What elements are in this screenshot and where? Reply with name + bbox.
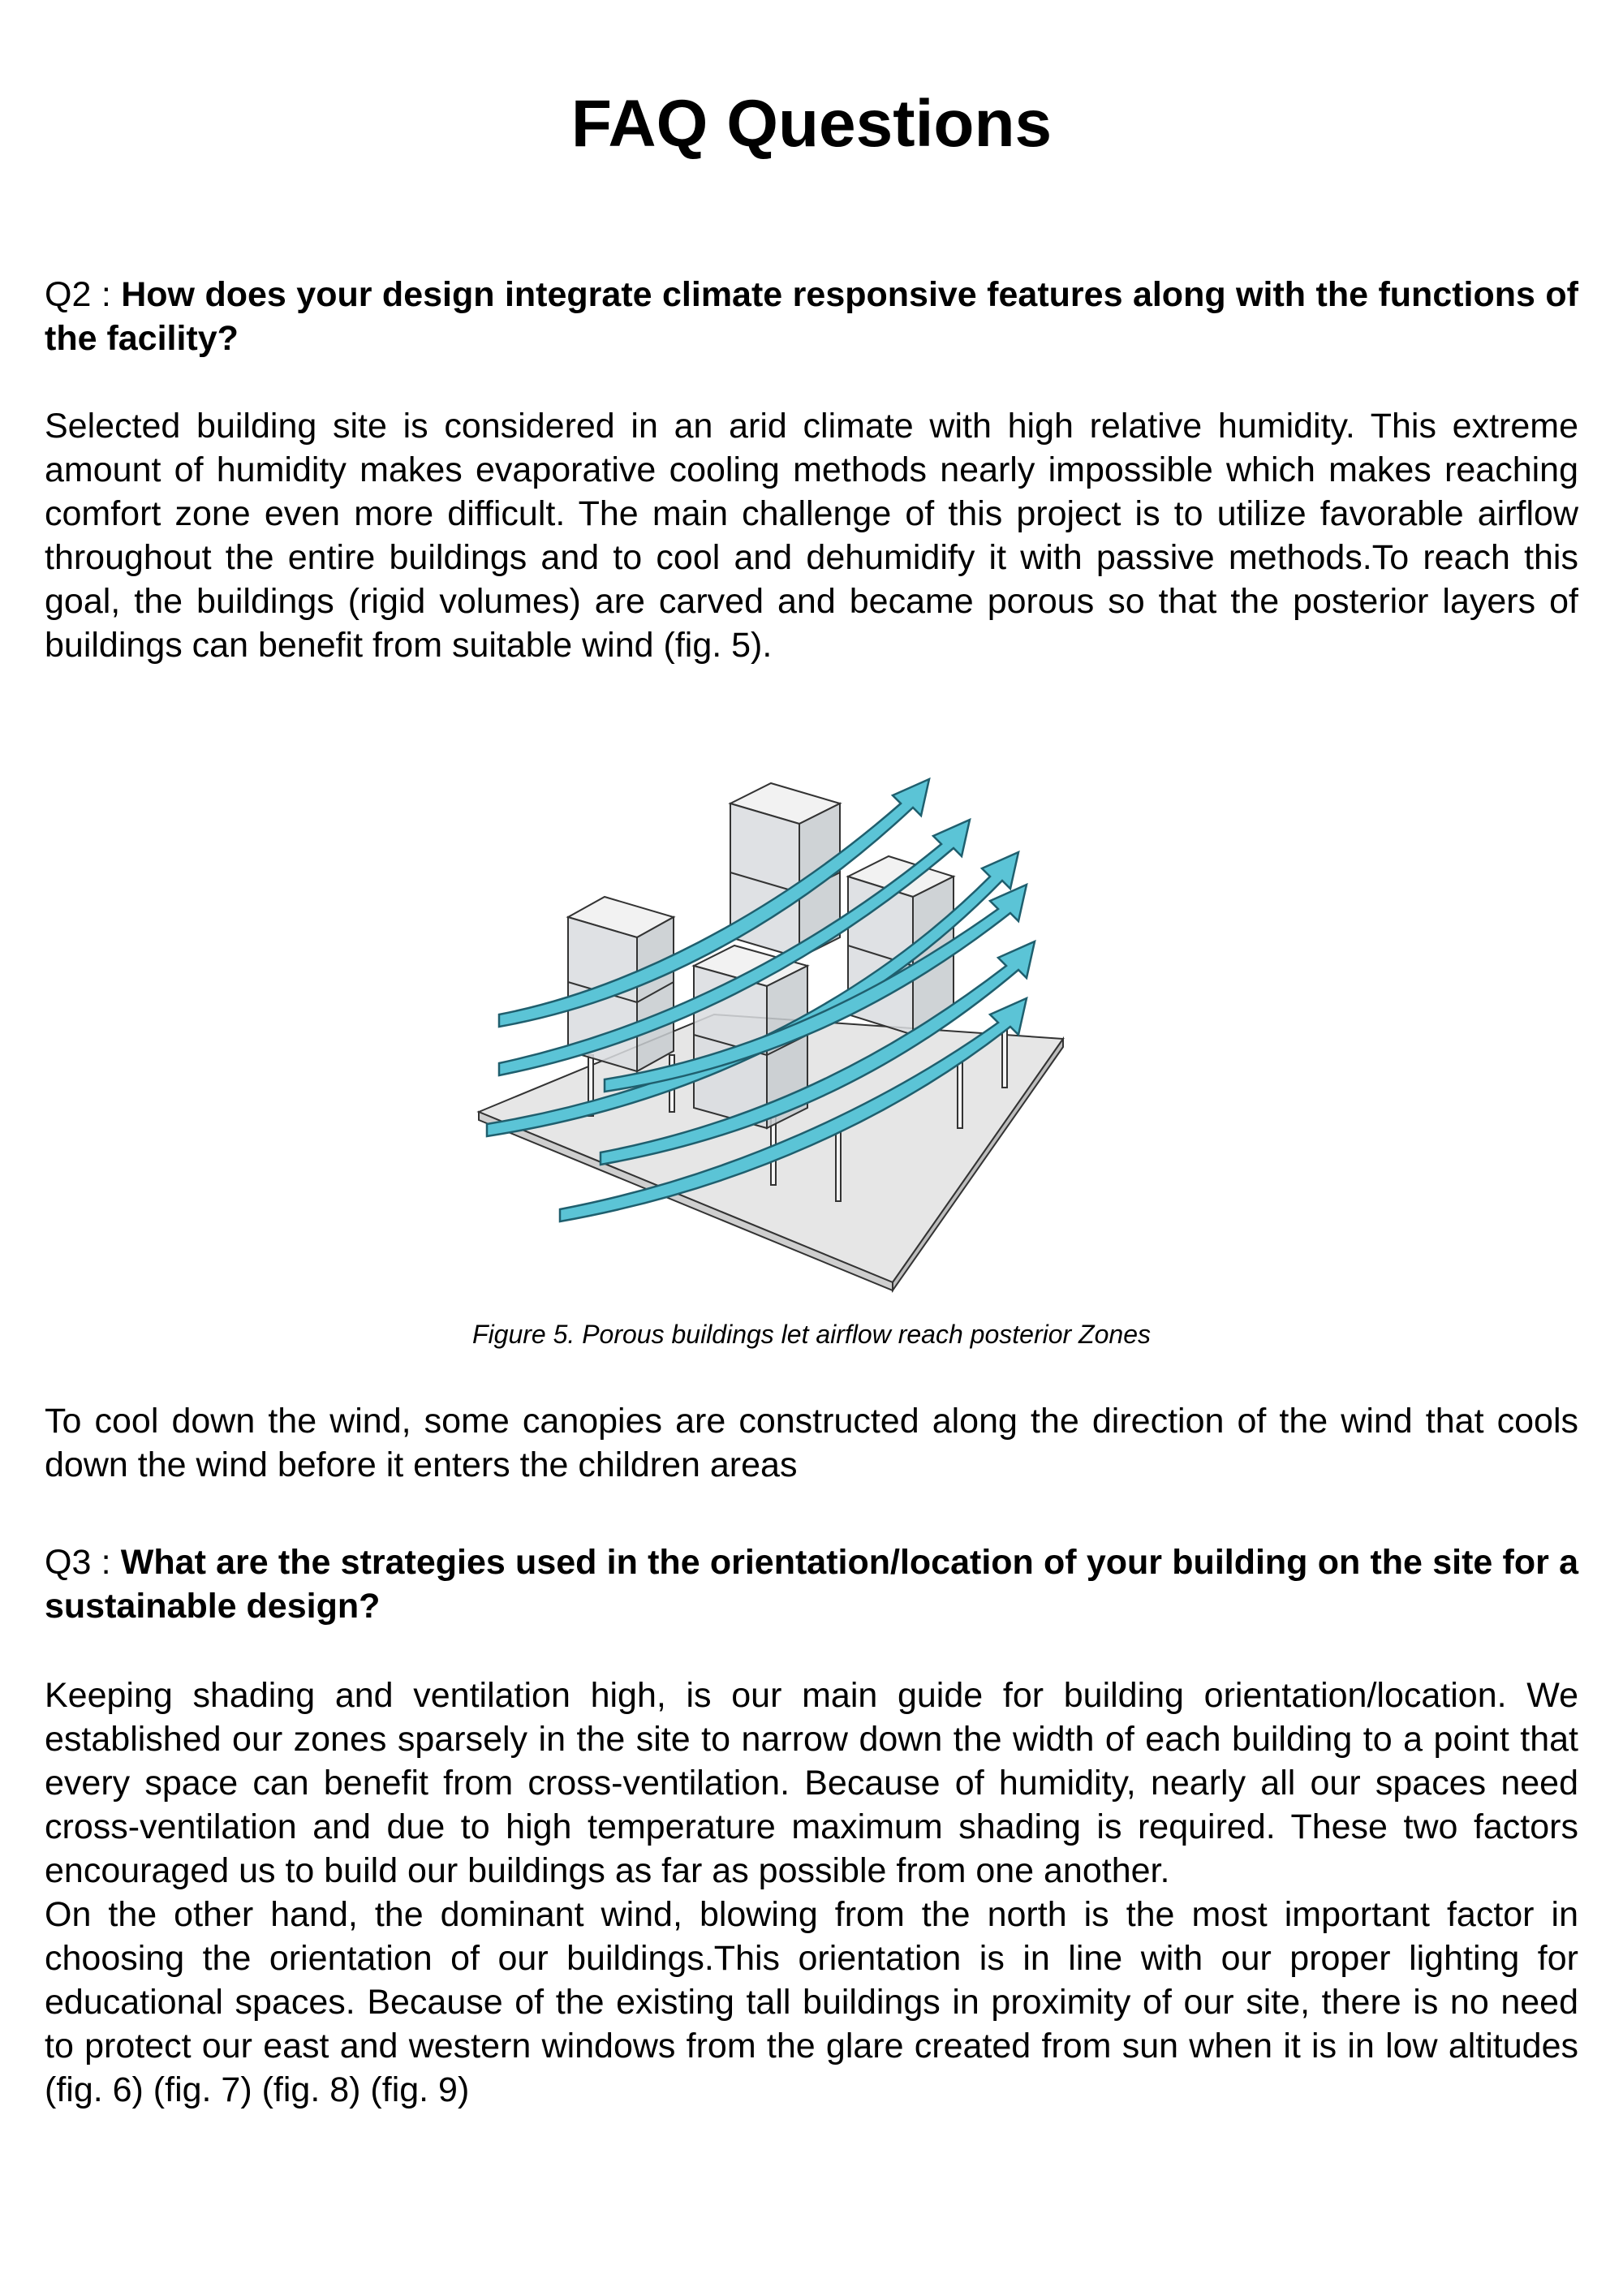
answer-2 (45, 404, 1578, 667)
answer-paragraph: Keeping shading and ventilation high, is our main guide for building orientation/location. We established our zones sparsely in the site to narrow down the width of each building to a point that every space can benefit from cross-ventilation. Because of humidity, nearly all our spaces need cross-ventilation and due to high temperature maximum shading is required. These two factors encouraged us to build our buildings as far as possible from one another. (45, 1676, 1578, 1890)
question-3 (45, 1540, 1578, 1628)
porous-buildings-figure (463, 714, 1144, 1299)
answer-paragraph: Selected building site is considered in an arid climate with high relative humidity. This extreme amount of humidity makes evaporative cooling methods nearly impossible which makes reaching comfort zone even more difficult. The main challenge of this project is to utilize favorable airflow throughout the entire buildings and to cool and dehumidify it with passive methods.To reach this goal, the buildings (rigid volumes) are carved and became porous so that the posterior layers of buildings can benefit from suitable wind (fig. 5). (45, 407, 1578, 665)
question-prefix: Q3 : (45, 1543, 121, 1582)
question-text: How does your design integrate climate responsive features along with the functions of the facility? (45, 275, 1578, 358)
answer-3 (45, 1674, 1578, 2112)
answer-paragraph: On the other hand, the dominant wind, blowing from the north is the most important factor in choosing the orientation of our buildings.This orientation is in line with our proper lighting for educational spaces. Because of the existing tall buildings in proximity of our site, there is no need to protect our east and western windows from the glare created from sun when it is in low altitudes (fig. 6) (fig. 7) (fig. 8) (fig. 9) (45, 1895, 1578, 2109)
question-2 (45, 273, 1578, 360)
answer-2-continued (45, 1399, 1578, 1487)
question-prefix: Q2 : (45, 275, 122, 314)
question-text: What are the strategies used in the orientation/location of your building on the site for a sustainable design? (45, 1543, 1579, 1626)
page-title: FAQ Questions (570, 87, 1053, 161)
answer-paragraph: To cool down the wind, some canopies are constructed along the direction of the wind that cools down the wind before it enters the children areas (45, 1402, 1578, 1484)
figure-caption: Figure 5. Porous buildings let airflow reach posterior Zones (472, 1320, 1151, 1349)
